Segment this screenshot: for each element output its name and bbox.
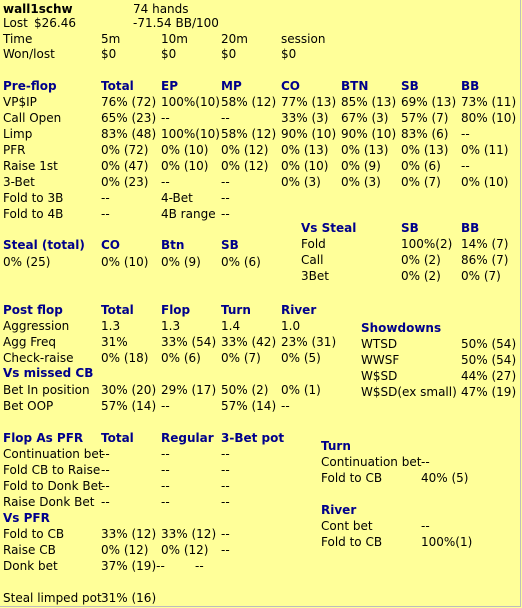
preflop-col-sb: SB (401, 79, 419, 93)
preflop-row-label: Raise 1st (3, 159, 58, 173)
postflop-col-flop: Flop (161, 303, 191, 317)
vs-pfr-cell: -- (195, 559, 204, 573)
lost-label: Lost (3, 16, 28, 30)
preflop-cell: 33% (3) (281, 111, 329, 125)
preflop-col-mp: MP (221, 79, 242, 93)
preflop-title: Pre-flop (3, 79, 57, 93)
bb100-value: -71.54 BB/100 (133, 16, 219, 30)
steal-col-btn: Btn (161, 238, 185, 252)
steal-cell: 0% (9) (161, 255, 201, 269)
preflop-cell: 65% (23) (101, 111, 157, 125)
preflop-cell: 85% (13) (341, 95, 397, 109)
postflop-title: Post flop (3, 303, 63, 317)
missed-cell: 0% (1) (281, 383, 321, 397)
river-row-label: Fold to CB (321, 535, 383, 549)
period-20m: 20m (221, 32, 248, 46)
river-row-label: Cont bet (321, 519, 373, 533)
preflop-col-ep: EP (161, 79, 178, 93)
vs-steal-row-label: Fold (301, 237, 326, 251)
steal-cell: 0% (6) (221, 255, 261, 269)
preflop-row-label: Fold to 3B (3, 191, 64, 205)
preflop-row-label: 3-Bet (3, 175, 35, 189)
won-5m: $0 (101, 47, 117, 61)
preflop-cell: 0% (3) (341, 175, 381, 189)
vs-pfr-row-label: Fold to CB (3, 527, 65, 541)
flop-pfr-row-label: Fold to Donk Bet (3, 479, 103, 493)
flop-pfr-cell: -- (161, 447, 170, 461)
flop-pfr-row-label: Continuation bet (3, 447, 104, 461)
steal-col-co: CO (101, 238, 121, 252)
preflop-cell: 0% (10) (161, 143, 209, 157)
steal-col-sb: SB (221, 238, 239, 252)
vs-pfr-cell: -- (221, 543, 230, 557)
preflop-cell: 0% (10) (461, 175, 509, 189)
vs-pfr-cell: -- (221, 527, 230, 541)
postflop-cell: 1.4 (221, 319, 241, 333)
vs-steal-cell: 100%(2) (401, 237, 453, 251)
turn-title: Turn (321, 439, 351, 453)
period-10m: 10m (161, 32, 188, 46)
vs-steal-row-label: Call (301, 253, 324, 267)
flop-pfr-row-label: Fold CB to Raise (3, 463, 101, 477)
preflop-cell: 58% (12) (221, 95, 277, 109)
preflop-cell: 90% (10) (281, 127, 337, 141)
showdown-value: 47% (19) (461, 385, 517, 399)
postflop-cell: 0% (7) (221, 351, 261, 365)
won-lost-label: Won/lost (3, 47, 55, 61)
postflop-cell: 1.3 (101, 319, 121, 333)
player-name: wall1schw (3, 2, 73, 16)
preflop-cell: 83% (48) (101, 127, 157, 141)
turn-row-label: Continuation bet (321, 455, 422, 469)
preflop-col-co: CO (281, 79, 301, 93)
preflop-cell: 57% (7) (401, 111, 449, 125)
missed-row-label: Bet In position (3, 383, 90, 397)
won-20m: $0 (221, 47, 237, 61)
period-session: session (281, 32, 326, 46)
postflop-cell: 33% (42) (221, 335, 277, 349)
flop-pfr-cell: -- (221, 463, 230, 477)
postflop-cell: 33% (54) (161, 335, 217, 349)
preflop-cell: 76% (72) (101, 95, 157, 109)
postflop-cell: 0% (5) (281, 351, 321, 365)
preflop-row-label: Limp (3, 127, 33, 141)
preflop-col-total: Total (101, 79, 134, 93)
preflop-cell: -- (221, 191, 230, 205)
showdown-label: WTSD (361, 337, 398, 351)
missed-cell: 57% (14) (221, 399, 277, 413)
flop-pfr-cell: -- (101, 447, 110, 461)
vs-steal-cell: 14% (7) (461, 237, 509, 251)
vs-pfr-cell: 0% (12) (101, 543, 149, 557)
postflop-col-total: Total (101, 303, 134, 317)
hands-count: 74 hands (133, 2, 189, 16)
vs-steal-cell: 0% (2) (401, 269, 441, 283)
period-5m: 5m (101, 32, 121, 46)
vs-pfr-row-label: Donk bet (3, 559, 58, 573)
preflop-row-label: PFR (3, 143, 26, 157)
postflop-col-river: River (281, 303, 317, 317)
flop-pfr-cell: -- (101, 463, 110, 477)
vs-steal-cell: 0% (2) (401, 253, 441, 267)
missed-row-label: Bet OOP (3, 399, 54, 413)
lost-value: $26.46 (34, 16, 76, 30)
preflop-cell: 69% (13) (401, 95, 457, 109)
preflop-cell: 0% (10) (161, 159, 209, 173)
preflop-cell: 4B range (161, 207, 216, 221)
steal-cell: 0% (10) (101, 255, 149, 269)
postflop-col-turn: Turn (221, 303, 251, 317)
preflop-cell: -- (461, 159, 470, 173)
won-10m: $0 (161, 47, 177, 61)
flop-pfr-cell: -- (221, 495, 230, 509)
postflop-row-label: Agg Freq (3, 335, 56, 349)
preflop-cell: 0% (23) (101, 175, 149, 189)
steal-total-title: Steal (total) (3, 238, 85, 252)
showdown-value: 44% (27) (461, 369, 517, 383)
preflop-cell: -- (221, 207, 230, 221)
flop-pfr-title: Flop As PFR (3, 431, 84, 445)
preflop-cell: 0% (6) (401, 159, 441, 173)
flop-pfr-col-total: Total (101, 431, 134, 445)
vs-pfr-row-label: Raise CB (3, 543, 56, 557)
postflop-cell: 31% (101, 335, 128, 349)
preflop-col-bb: BB (461, 79, 480, 93)
preflop-cell: -- (221, 111, 230, 125)
missed-cell: -- (281, 399, 290, 413)
postflop-cell: 1.3 (161, 319, 181, 333)
turn-row-value: 40% (5) (421, 471, 469, 485)
postflop-row-label: Check-raise (3, 351, 74, 365)
missed-cell: 50% (2) (221, 383, 269, 397)
river-row-value: 100%(1) (421, 535, 473, 549)
preflop-cell: 0% (47) (101, 159, 149, 173)
preflop-cell: 67% (3) (341, 111, 389, 125)
preflop-row-label: Call Open (3, 111, 62, 125)
missed-cell: 29% (17) (161, 383, 217, 397)
missed-cell: 57% (14) (101, 399, 157, 413)
preflop-cell: 73% (11) (461, 95, 517, 109)
flop-pfr-cell: -- (221, 479, 230, 493)
preflop-cell: 4-Bet (161, 191, 193, 205)
preflop-row-label: VP$IP (3, 95, 37, 109)
vs-steal-col-sb: SB (401, 221, 419, 235)
preflop-cell: 77% (13) (281, 95, 337, 109)
flop-pfr-cell: -- (161, 463, 170, 477)
preflop-cell: -- (221, 175, 230, 189)
preflop-cell: -- (101, 191, 110, 205)
preflop-cell: 100%(10) (161, 127, 220, 141)
vs-pfr-title: Vs PFR (3, 511, 50, 525)
preflop-cell: 0% (12) (221, 143, 269, 157)
flop-pfr-col-regular: Regular (161, 431, 214, 445)
preflop-cell: 0% (7) (401, 175, 441, 189)
flop-pfr-col-3bet: 3-Bet pot (221, 431, 285, 445)
preflop-cell: -- (161, 175, 170, 189)
preflop-cell: 58% (12) (221, 127, 277, 141)
vs-pfr-cell: 33% (12) (101, 527, 157, 541)
preflop-cell: 0% (10) (281, 159, 329, 173)
preflop-cell: 100%(10) (161, 95, 220, 109)
vs-steal-title: Vs Steal (301, 221, 357, 235)
flop-pfr-cell: -- (161, 479, 170, 493)
missed-cell: 30% (20) (101, 383, 157, 397)
time-label: Time (3, 32, 33, 46)
flop-pfr-cell: -- (161, 495, 170, 509)
flop-pfr-cell: -- (101, 495, 110, 509)
showdown-label: W$SD(ex small) (361, 385, 457, 399)
steal-limped-value: 31% (16) (101, 591, 157, 605)
preflop-cell: 83% (6) (401, 127, 449, 141)
postflop-row-label: Aggression (3, 319, 70, 333)
preflop-cell: 0% (11) (461, 143, 509, 157)
postflop-cell: 0% (18) (101, 351, 149, 365)
river-row-value: -- (421, 519, 430, 533)
flop-pfr-row-label: Raise Donk Bet (3, 495, 95, 509)
steal-limped-label: Steal limped pot (3, 591, 102, 605)
preflop-cell: -- (461, 127, 470, 141)
preflop-cell: 0% (13) (281, 143, 329, 157)
showdown-label: WWSF (361, 353, 400, 367)
vs-pfr-cell: 33% (12) (161, 527, 217, 541)
preflop-cell: 0% (12) (221, 159, 269, 173)
preflop-cell: 0% (72) (101, 143, 149, 157)
preflop-cell: 0% (13) (401, 143, 449, 157)
showdowns-title: Showdowns (361, 321, 442, 335)
preflop-cell: 80% (10) (461, 111, 517, 125)
postflop-cell: 23% (31) (281, 335, 337, 349)
preflop-cell: 0% (13) (341, 143, 389, 157)
river-title: River (321, 503, 357, 517)
steal-total-value: 0% (25) (3, 255, 51, 269)
missed-cell: -- (161, 399, 170, 413)
showdown-value: 50% (54) (461, 337, 517, 351)
preflop-cell: 0% (9) (341, 159, 381, 173)
preflop-cell: -- (101, 207, 110, 221)
showdown-label: W$SD (361, 369, 398, 383)
preflop-cell: 0% (3) (281, 175, 321, 189)
vs-pfr-cell: 0% (12) (161, 543, 209, 557)
turn-row-label: Fold to CB (321, 471, 383, 485)
won-session: $0 (281, 47, 297, 61)
showdown-value: 50% (54) (461, 353, 517, 367)
vs-steal-col-bb: BB (461, 221, 480, 235)
preflop-col-btn: BTN (341, 79, 369, 93)
vs-steal-row-label: 3Bet (301, 269, 329, 283)
vs-steal-cell: 0% (7) (461, 269, 501, 283)
vs-pfr-cell: 37% (19)-- (101, 559, 165, 573)
flop-pfr-cell: -- (101, 479, 110, 493)
vs-steal-cell: 86% (7) (461, 253, 509, 267)
flop-pfr-cell: -- (221, 447, 230, 461)
preflop-cell: -- (161, 111, 170, 125)
preflop-row-label: Fold to 4B (3, 207, 64, 221)
postflop-cell: 0% (6) (161, 351, 201, 365)
missed-cb-title: Vs missed CB (3, 366, 94, 380)
postflop-cell: 1.0 (281, 319, 301, 333)
preflop-cell: 90% (10) (341, 127, 397, 141)
turn-row-value: -- (421, 455, 430, 469)
